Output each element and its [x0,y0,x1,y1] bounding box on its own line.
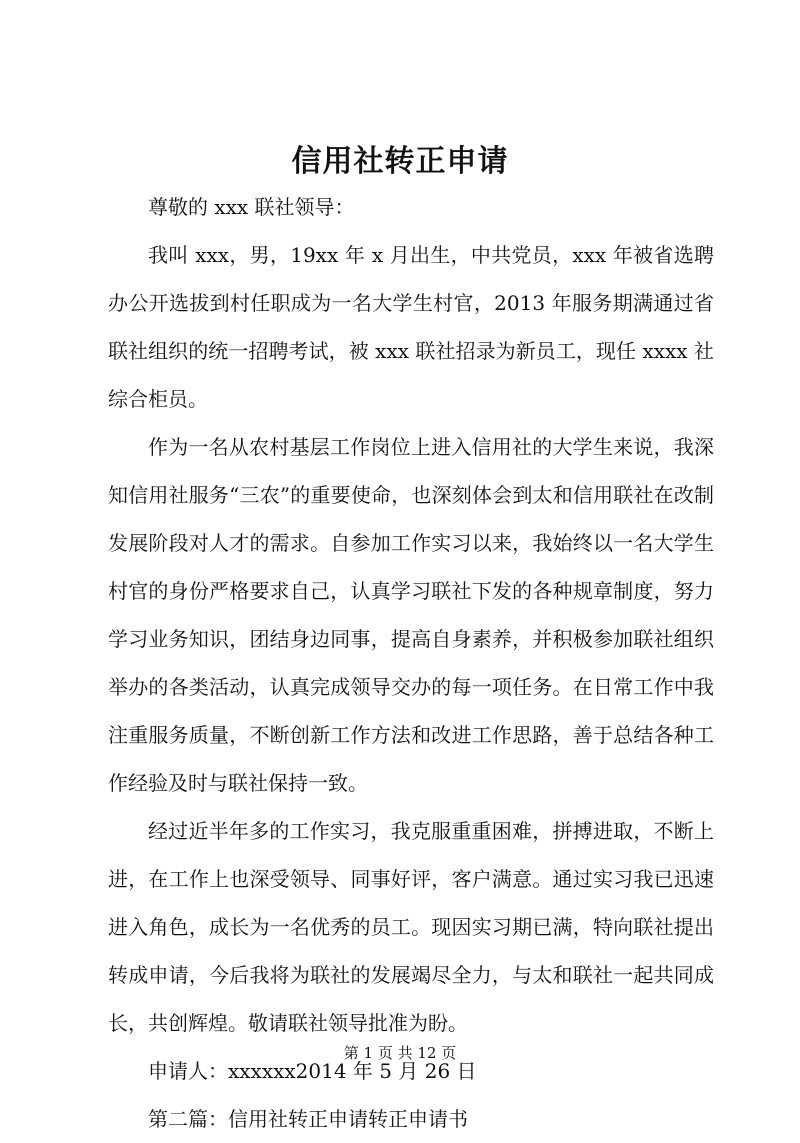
paragraph-3: 经过近半年多的工作实习，我克服重重困难，拼搏进取，不断上进，在工作上也深受领导、同事好评，客户满意。通过实习我已迅速进入角色，成长为一名优秀的员工。现因实习期已满，特向联社提出转成申请，今后我将为联社的发展竭尽全力，与太和联社一起共同成长，共创辉煌。敬请联社领导批准为盼。 [108,819,714,1035]
salutation: 尊敬的 xxx 联社领导： [148,195,355,219]
document-title: 信用社转正申请 [291,144,509,179]
paragraph-2: 作为一名从农村基层工作岗位上进入信用社的大学生来说，我深知信用社服务“三农”的重要使命，也深刻体会到太和信用联社在改制发展阶段对人才的需求。自参加工作实习以来，我始终以一名大学生村官的身份严格要求自己，认真学习联社下发的各种规章制度，努力学习业务知识，团结身边同事，提高自身素养，并积极参加联社组织举办的各类活动，认真完成领导交办的每一项任务。在日常工作中我注重服务质量，不断创新工作方法和改进工作思路，善于总结各种工作经验及时与联社保持一致。 [108,435,714,795]
paragraph-1: 我叫 xxx，男，19xx 年 x 月出生，中共党员，xxx 年被省选聘办公开选拔到村任职成为一名大学生村官，2013 年服务期满通过省联社组织的统一招聘考试，被 xxx 联社招录为新员工，现任 xxxx 社综合柜员。 [108,243,714,411]
document-body [108,183,714,1143]
next-section-heading: 第二篇：信用社转正申请转正申请书 [148,1107,468,1131]
page-footer: 第 1 页 共 12 页 [343,1044,457,1062]
signature-line: 申请人：xxxxxx2014 年 5 月 26 日 [148,1059,477,1083]
